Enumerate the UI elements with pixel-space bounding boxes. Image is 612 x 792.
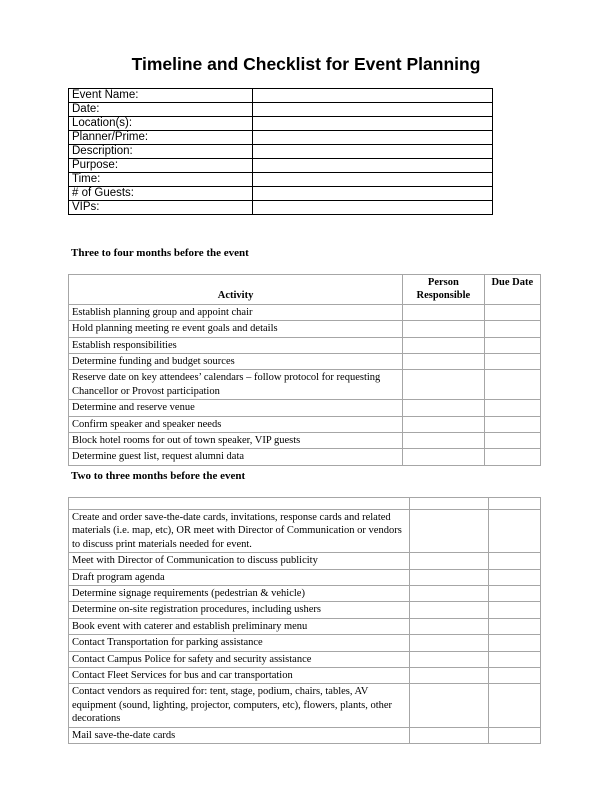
info-value-guests[interactable] <box>253 187 493 201</box>
info-label-vips: VIPs: <box>69 201 253 215</box>
table-row <box>69 510 541 553</box>
checklist-table-two-to-three-months <box>68 497 541 744</box>
checklist-spacer-row <box>69 498 541 510</box>
due-date-cell[interactable] <box>488 635 540 651</box>
due-date-cell[interactable] <box>488 510 540 553</box>
info-row-location <box>69 117 493 131</box>
table-row <box>69 370 541 400</box>
column-header-due-date: Due Date <box>484 275 540 305</box>
info-value-location[interactable] <box>253 117 493 131</box>
info-value-date[interactable] <box>253 103 493 117</box>
table-row <box>69 727 541 743</box>
table-row <box>69 602 541 618</box>
info-row-description <box>69 145 493 159</box>
person-cell[interactable] <box>403 354 485 370</box>
table-row <box>69 433 541 449</box>
section-heading-two-to-three-months: Two to three months before the event <box>71 470 246 482</box>
info-row-time <box>69 173 493 187</box>
info-row-purpose <box>69 159 493 173</box>
spacer-cell <box>69 498 410 510</box>
checklist-table-three-to-four-months <box>68 274 541 466</box>
info-label-description: Description: <box>69 145 253 159</box>
info-label-event-name: Event Name: <box>69 89 253 103</box>
info-value-purpose[interactable] <box>253 159 493 173</box>
activity-cell: Determine funding and budget sources <box>69 354 403 370</box>
spacer-cell <box>488 498 540 510</box>
table-row <box>69 304 541 320</box>
activity-cell: Contact Fleet Services for bus and car transportation <box>69 668 410 684</box>
event-info-table <box>68 88 493 215</box>
activity-cell: Determine on-site registration procedures, including ushers <box>69 602 410 618</box>
info-row-vips <box>69 201 493 215</box>
activity-cell: Meet with Director of Communication to discuss publicity <box>69 553 410 569</box>
table-row <box>69 684 541 727</box>
due-date-cell[interactable] <box>488 618 540 634</box>
activity-cell: Block hotel rooms for out of town speaker, VIP guests <box>69 433 403 449</box>
table-row <box>69 321 541 337</box>
info-label-date: Date: <box>69 103 253 117</box>
due-date-cell[interactable] <box>484 337 540 353</box>
person-cell[interactable] <box>410 602 488 618</box>
activity-cell: Hold planning meeting re event goals and details <box>69 321 403 337</box>
due-date-cell[interactable] <box>484 321 540 337</box>
table-row <box>69 668 541 684</box>
table-row <box>69 635 541 651</box>
person-cell[interactable] <box>410 569 488 585</box>
activity-cell: Contact Transportation for parking assistance <box>69 635 410 651</box>
table-row <box>69 569 541 585</box>
table-row <box>69 618 541 634</box>
person-cell[interactable] <box>403 337 485 353</box>
person-cell[interactable] <box>410 635 488 651</box>
person-cell[interactable] <box>403 400 485 416</box>
checklist-header-row <box>69 275 541 305</box>
activity-cell: Contact Campus Police for safety and security assistance <box>69 651 410 667</box>
page-title: Timeline and Checklist for Event Planning <box>131 54 481 74</box>
person-cell[interactable] <box>410 651 488 667</box>
due-date-cell[interactable] <box>488 586 540 602</box>
person-cell[interactable] <box>410 727 488 743</box>
spacer-cell <box>410 498 488 510</box>
person-cell[interactable] <box>403 416 485 432</box>
activity-cell: Mail save-the-date cards <box>69 727 410 743</box>
activity-cell: Determine and reserve venue <box>69 400 403 416</box>
person-cell[interactable] <box>410 668 488 684</box>
activity-cell: Book event with caterer and establish preliminary menu <box>69 618 410 634</box>
table-row <box>69 651 541 667</box>
activity-cell: Establish responsibilities <box>69 337 403 353</box>
due-date-cell[interactable] <box>488 602 540 618</box>
person-cell[interactable] <box>410 586 488 602</box>
person-cell[interactable] <box>403 433 485 449</box>
activity-cell: Contact vendors as required for: tent, stage, podium, chairs, tables, AV equipment (sound, lighting, projector, computers, etc), flowers, plants, other decorations <box>69 684 410 727</box>
activity-cell: Create and order save-the-date cards, invitations, response cards and related materials (i.e. map, etc), OR meet with Director of Communication or vendors to discuss print materials needed for event. <box>69 510 410 553</box>
column-header-activity: Activity <box>69 275 403 305</box>
info-label-purpose: Purpose: <box>69 159 253 173</box>
info-label-guests: # of Guests: <box>69 187 253 201</box>
info-label-location: Location(s): <box>69 117 253 131</box>
person-cell[interactable] <box>403 304 485 320</box>
info-value-event-name[interactable] <box>253 89 493 103</box>
person-cell[interactable] <box>403 321 485 337</box>
activity-cell: Establish planning group and appoint chair <box>69 304 403 320</box>
due-date-cell[interactable] <box>484 449 540 465</box>
person-cell[interactable] <box>403 370 485 400</box>
table-row <box>69 586 541 602</box>
info-row-date <box>69 103 493 117</box>
due-date-cell[interactable] <box>488 684 540 727</box>
person-cell[interactable] <box>410 510 488 553</box>
due-date-cell[interactable] <box>484 400 540 416</box>
table-row <box>69 337 541 353</box>
due-date-cell[interactable] <box>484 354 540 370</box>
info-label-time: Time: <box>69 173 253 187</box>
info-value-description[interactable] <box>253 145 493 159</box>
table-row <box>69 354 541 370</box>
activity-cell: Reserve date on key attendees’ calendars – follow protocol for requesting Chancellor or Provost participation <box>69 370 403 400</box>
person-cell[interactable] <box>410 684 488 727</box>
info-row-event-name <box>69 89 493 103</box>
info-label-planner: Planner/Prime: <box>69 131 253 145</box>
info-value-time[interactable] <box>253 173 493 187</box>
activity-cell: Confirm speaker and speaker needs <box>69 416 403 432</box>
info-value-vips[interactable] <box>253 201 493 215</box>
due-date-cell[interactable] <box>488 569 540 585</box>
due-date-cell[interactable] <box>484 304 540 320</box>
section-heading-three-to-four-months: Three to four months before the event <box>71 247 249 259</box>
info-value-planner[interactable] <box>253 131 493 145</box>
due-date-cell[interactable] <box>484 416 540 432</box>
table-row <box>69 553 541 569</box>
table-row <box>69 400 541 416</box>
info-row-guests <box>69 187 493 201</box>
due-date-cell[interactable] <box>484 433 540 449</box>
person-cell[interactable] <box>403 449 485 465</box>
person-cell[interactable] <box>410 618 488 634</box>
due-date-cell[interactable] <box>488 553 540 569</box>
table-row <box>69 416 541 432</box>
due-date-cell[interactable] <box>488 668 540 684</box>
activity-cell: Draft program agenda <box>69 569 410 585</box>
activity-cell: Determine guest list, request alumni data <box>69 449 403 465</box>
due-date-cell[interactable] <box>488 651 540 667</box>
due-date-cell[interactable] <box>484 370 540 400</box>
person-cell[interactable] <box>410 553 488 569</box>
due-date-cell[interactable] <box>488 727 540 743</box>
activity-cell: Determine signage requirements (pedestrian & vehicle) <box>69 586 410 602</box>
info-row-planner <box>69 131 493 145</box>
column-header-person-responsible: Person Responsible <box>403 275 485 305</box>
table-row <box>69 449 541 465</box>
